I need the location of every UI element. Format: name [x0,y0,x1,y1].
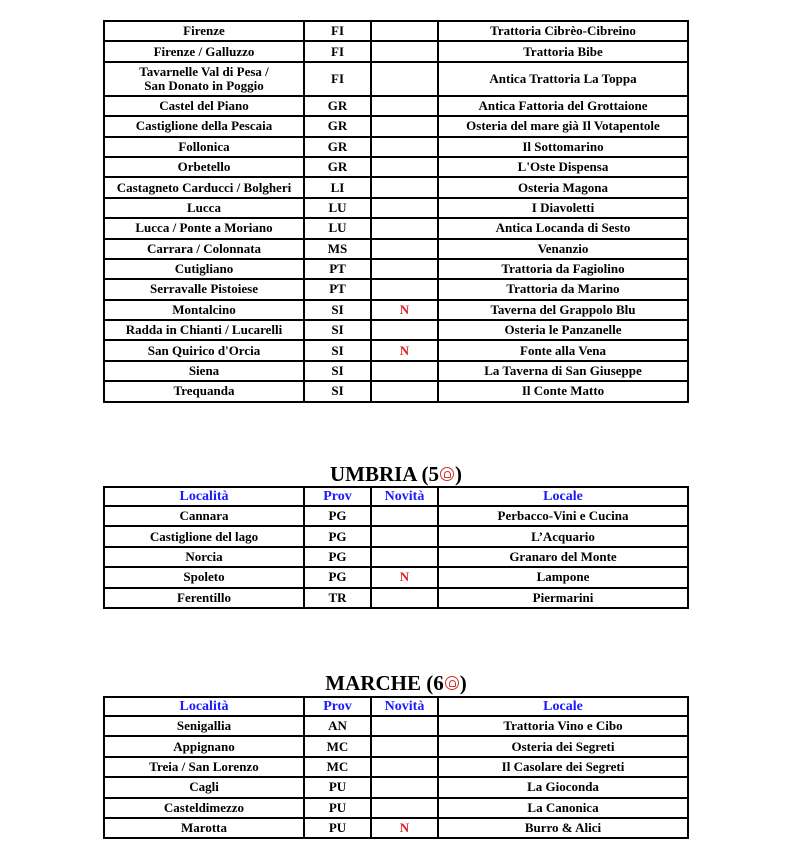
cell-locale: La Gioconda [438,777,688,797]
table-row [104,157,688,177]
table-row [104,300,688,320]
table-row [104,506,688,526]
cell-novita [371,588,438,608]
cell-novita [371,777,438,797]
table-row [104,716,688,736]
cell-locale: L’Acquario [438,526,688,546]
cell-novita [371,757,438,777]
cell-locale: Perbacco-Vini e Cucina [438,506,688,526]
cell-novita [371,116,438,136]
cell-prov: MS [304,239,371,259]
cell-localita: Senigallia [104,716,304,736]
cell-prov: PT [304,279,371,299]
cell-novita [371,177,438,197]
umbria-table-body [104,506,688,608]
cell-prov: SI [304,340,371,360]
cell-locale: Taverna del Grappolo Blu [438,300,688,320]
cell-localita: Treia / San Lorenzo [104,757,304,777]
table-row [104,361,688,381]
table-row [104,320,688,340]
table-row [104,818,688,838]
cell-locale: Antica Fattoria del Grottaione [438,96,688,116]
table-row [104,340,688,360]
cell-novita: N [371,300,438,320]
cell-locale: Burro & Alici [438,818,688,838]
marche-table-body [104,716,688,838]
cell-locale: Osteria le Panzanelle [438,320,688,340]
marche-title-close: ) [459,671,467,695]
cell-localita: Spoleto [104,567,304,587]
cell-prov: PG [304,567,371,587]
section-title-umbria [0,462,792,486]
table-row [104,137,688,157]
cell-localita: Castel del Piano [104,96,304,116]
cell-localita: Radda in Chianti / Lucarelli [104,320,304,340]
cell-localita: Firenze / Galluzzo [104,41,304,61]
cell-locale: Trattoria Vino e Cibo [438,716,688,736]
cell-novita [371,506,438,526]
umbria-table [103,486,689,609]
cell-prov: GR [304,137,371,157]
cell-novita [371,41,438,61]
cell-locale: Granaro del Monte [438,547,688,567]
cell-prov: MC [304,736,371,756]
cell-novita [371,239,438,259]
cell-novita [371,547,438,567]
cell-prov: LU [304,218,371,238]
cell-localita: Carrara / Colonnata [104,239,304,259]
cell-prov: LU [304,198,371,218]
cell-localita: Follonica [104,137,304,157]
cell-novita [371,320,438,340]
cell-prov: PU [304,818,371,838]
cell-prov: PU [304,777,371,797]
cell-locale: Piermarini [438,588,688,608]
cell-prov: SI [304,320,371,340]
column-header-localita: Località [104,697,304,716]
umbria-title-close: ) [455,462,463,486]
cell-prov: PG [304,547,371,567]
cell-prov: GR [304,116,371,136]
cell-locale: La Canonica [438,798,688,818]
cell-novita [371,62,438,96]
column-header-prov: Prov [304,487,371,506]
cell-localita: Firenze [104,21,304,41]
snail-icon [445,676,459,690]
column-header-locale: Locale [438,697,688,716]
cell-localita: Castagneto Carducci / Bolgheri [104,177,304,197]
column-header-locale: Locale [438,487,688,506]
cell-localita: Norcia [104,547,304,567]
cell-locale: Lampone [438,567,688,587]
cell-localita: Cannara [104,506,304,526]
marche-table [103,696,689,839]
cell-locale: Fonte alla Vena [438,340,688,360]
cell-prov: FI [304,41,371,61]
cell-novita [371,361,438,381]
cell-novita [371,381,438,401]
column-header-prov: Prov [304,697,371,716]
cell-localita: Lucca / Ponte a Moriano [104,218,304,238]
table-row [104,567,688,587]
cell-novita [371,259,438,279]
cell-localita: San Quirico d'Orcia [104,340,304,360]
table-row [104,757,688,777]
table-row [104,198,688,218]
cell-prov: PG [304,506,371,526]
table-row [104,239,688,259]
cell-prov: FI [304,21,371,41]
cell-novita [371,96,438,116]
cell-novita: N [371,818,438,838]
cell-localita: Ferentillo [104,588,304,608]
column-header-localita: Località [104,487,304,506]
cell-localita: Cutigliano [104,259,304,279]
table-row [104,21,688,41]
table-row [104,96,688,116]
cell-locale: Antica Trattoria La Toppa [438,62,688,96]
table-row [104,41,688,61]
cell-locale: Il Casolare dei Segreti [438,757,688,777]
table-row [104,218,688,238]
table-row [104,526,688,546]
cell-prov: GR [304,96,371,116]
cell-prov: MC [304,757,371,777]
cell-localita: Cagli [104,777,304,797]
table-row [104,259,688,279]
cell-localita: Serravalle Pistoiese [104,279,304,299]
section-title-marche [0,671,792,695]
cell-locale: Venanzio [438,239,688,259]
table-row [104,736,688,756]
cell-locale: I Diavoletti [438,198,688,218]
cell-localita: Lucca [104,198,304,218]
cell-prov: GR [304,157,371,177]
cell-localita: Trequanda [104,381,304,401]
cell-novita [371,798,438,818]
cell-novita [371,526,438,546]
cell-locale: Il Sottomarino [438,137,688,157]
cell-locale: Antica Locanda di Sesto [438,218,688,238]
table-row [104,62,688,96]
cell-prov: SI [304,361,371,381]
column-header-novita: Novità [371,487,438,506]
cell-locale: La Taverna di San Giuseppe [438,361,688,381]
cell-localita: Siena [104,361,304,381]
table-header-row [104,487,688,506]
table-row [104,381,688,401]
cell-localita: Casteldimezzo [104,798,304,818]
cell-locale: L'Oste Dispensa [438,157,688,177]
cell-localita: Montalcino [104,300,304,320]
cell-locale: Trattoria Bibe [438,41,688,61]
cell-localita: Tavarnelle Val di Pesa / San Donato in Poggio [104,62,304,96]
table-row [104,798,688,818]
cell-prov: TR [304,588,371,608]
cell-locale: Osteria dei Segreti [438,736,688,756]
cell-novita [371,218,438,238]
toscana-table [103,20,689,403]
cell-locale: Trattoria Cibrèo-Cibreino [438,21,688,41]
cell-novita: N [371,567,438,587]
table-header-row [104,697,688,716]
cell-novita [371,137,438,157]
cell-novita [371,157,438,177]
cell-prov: SI [304,300,371,320]
table-row [104,279,688,299]
cell-prov: PT [304,259,371,279]
cell-novita [371,21,438,41]
toscana-table-body [104,21,688,402]
column-header-novita: Novità [371,697,438,716]
cell-localita: Marotta [104,818,304,838]
cell-locale: Osteria del mare già Il Votapentole [438,116,688,136]
cell-prov: SI [304,381,371,401]
cell-locale: Osteria Magona [438,177,688,197]
cell-localita: Castiglione del lago [104,526,304,546]
table-row [104,177,688,197]
cell-locale: Il Conte Matto [438,381,688,401]
table-row [104,588,688,608]
table-row [104,116,688,136]
cell-localita: Orbetello [104,157,304,177]
cell-prov: AN [304,716,371,736]
cell-novita [371,716,438,736]
cell-novita: N [371,340,438,360]
cell-localita: Appignano [104,736,304,756]
cell-locale: Trattoria da Marino [438,279,688,299]
cell-prov: LI [304,177,371,197]
cell-novita [371,198,438,218]
cell-prov: FI [304,62,371,96]
cell-localita: Castiglione della Pescaia [104,116,304,136]
umbria-title-text: UMBRIA (5 [329,462,440,486]
table-row [104,777,688,797]
cell-novita [371,736,438,756]
table-row [104,547,688,567]
cell-locale: Trattoria da Fagiolino [438,259,688,279]
snail-icon [440,467,454,481]
cell-prov: PG [304,526,371,546]
marche-title-text: MARCHE (6 [325,671,444,695]
cell-novita [371,279,438,299]
cell-prov: PU [304,798,371,818]
